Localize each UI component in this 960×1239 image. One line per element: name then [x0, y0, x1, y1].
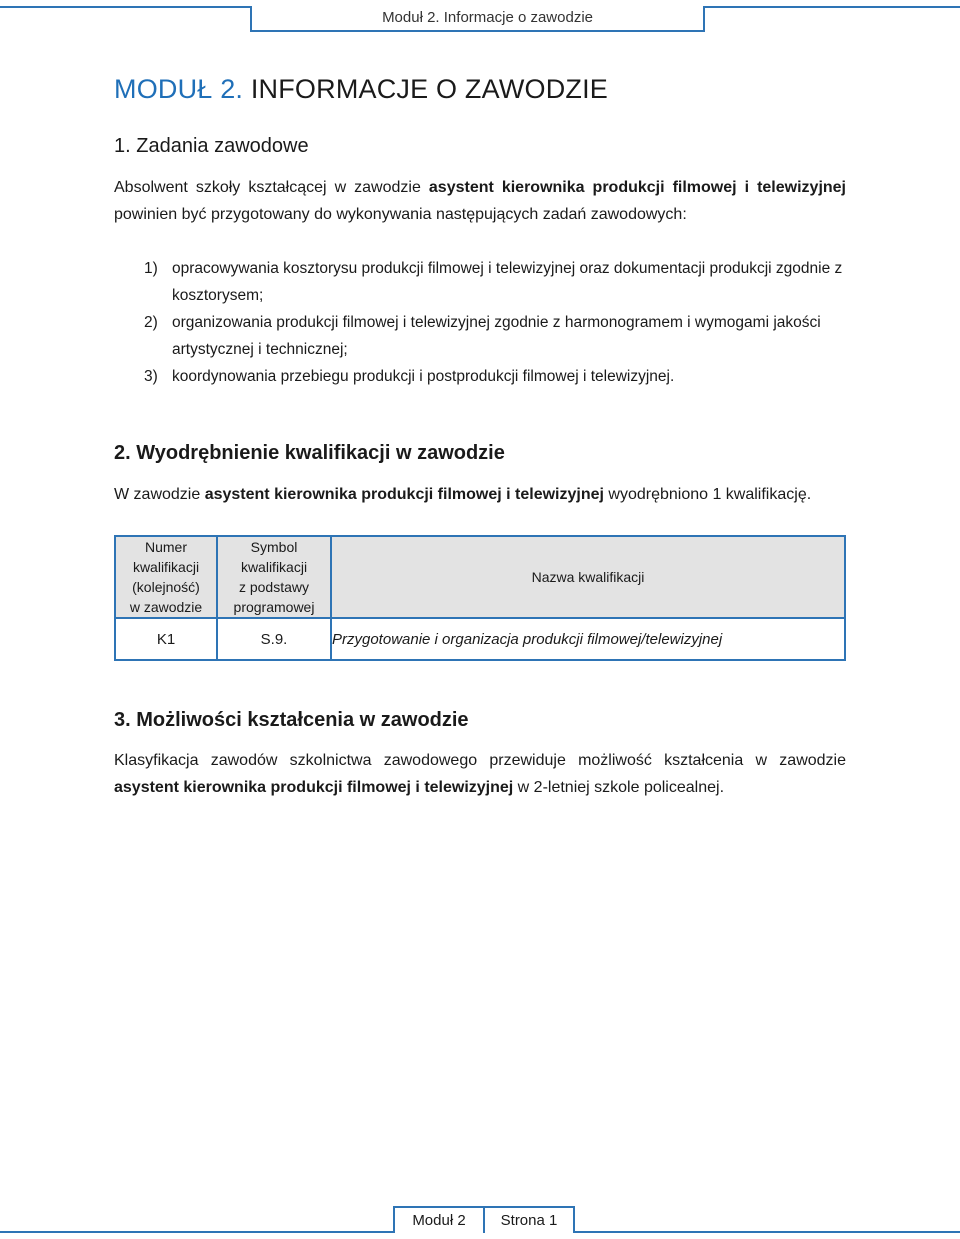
section-1-intro-text: Absolwent szkoły kształcącej w zawodzie: [114, 179, 429, 196]
list-item: [144, 309, 846, 363]
task-list: [144, 255, 846, 390]
header-rule-right: [705, 6, 960, 8]
table-header-row: [115, 536, 845, 618]
header-line: (kolejność): [132, 579, 200, 595]
footer-page-number: Strona 1: [500, 1212, 558, 1229]
section-2-bold: asystent kierownika produkcji filmowej i telewizyjnej: [204, 486, 604, 503]
list-item-text: opracowywania kosztorysu produkcji filmowej i telewizyjnej oraz dokumentacji produkcji zgodnie z kosztorysem;: [172, 260, 843, 304]
section-3-paragraph: [114, 747, 846, 801]
section-3-text-end: w 2-letniej szkole policealnej.: [513, 779, 725, 796]
footer-rule-right: [575, 1231, 960, 1233]
footer-module-box: [393, 1206, 485, 1233]
section-1-intro-bold: asystent kierownika produkcji filmowej i telewizyjnej: [428, 179, 846, 196]
header-line: w zawodzie: [129, 599, 203, 615]
page-title-text: INFORMACJE O ZAWODZIE: [250, 74, 609, 104]
table-row: [115, 618, 845, 660]
list-item-number: 3): [144, 368, 158, 385]
cell-qualification-name: Przygotowanie i organizacja produkcji filmowej/telewizyjnej: [331, 618, 845, 660]
running-header: [250, 6, 705, 32]
list-item: [144, 255, 846, 309]
header-line: kwalifikacji: [132, 559, 200, 575]
page-title-prefix: MODUŁ 2.: [114, 74, 244, 104]
section-2-text-end: wyodrębniono 1 kwalifikację.: [603, 486, 812, 503]
header-rule-left: [0, 6, 250, 8]
cell-qualification-number: K1: [115, 618, 217, 660]
header-line: programowej: [233, 599, 315, 615]
section-1-intro-text-end: powinien być przygotowany do wykonywania następujących zadań zawodowych:: [114, 206, 687, 223]
section-2-heading: 2. Wyodrębnienie kwalifikacji w zawodzie: [114, 442, 505, 464]
list-item-number: 2): [144, 314, 158, 331]
section-3-heading: 3. Możliwości kształcenia w zawodzie: [114, 709, 469, 731]
header-line: z podstawy: [238, 579, 310, 595]
header-qualification-number: [115, 536, 217, 618]
list-item-number: 1): [144, 260, 158, 277]
list-item: [144, 363, 846, 390]
header-line: Symbol: [250, 539, 298, 555]
section-3-bold: asystent kierownika produkcji filmowej i telewizyjnej: [114, 779, 514, 796]
section-1-intro: [114, 174, 846, 228]
running-header-text: Moduł 2. Informacje o zawodzie: [382, 9, 593, 26]
section-2-text: W zawodzie: [114, 486, 205, 503]
header-line: kwalifikacji: [240, 559, 308, 575]
header-qualification-symbol: [217, 536, 331, 618]
page-title: [114, 74, 608, 105]
section-2-paragraph: [114, 481, 846, 508]
list-item-text: koordynowania przebiegu produkcji i postprodukcji filmowej i telewizyjnej.: [172, 368, 675, 385]
footer-module-label: Moduł 2: [412, 1212, 466, 1229]
list-item-text: organizowania produkcji filmowej i telewizyjnej zgodnie z harmonogramem i wymogami jakości artystycznej i technicznej;: [172, 314, 821, 358]
section-1-heading: 1. Zadania zawodowe: [114, 135, 309, 157]
footer-rule-left: [0, 1231, 393, 1233]
header-qualification-name: Nazwa kwalifikacji: [331, 536, 845, 618]
cell-qualification-symbol: S.9.: [217, 618, 331, 660]
footer-page-box: [483, 1206, 575, 1233]
qualification-table: [114, 535, 846, 661]
header-line: Numer: [144, 539, 187, 555]
section-3-text: Klasyfikacja zawodów szkolnictwa zawodowego przewiduje możliwość kształcenia w zawodzie: [114, 752, 846, 769]
